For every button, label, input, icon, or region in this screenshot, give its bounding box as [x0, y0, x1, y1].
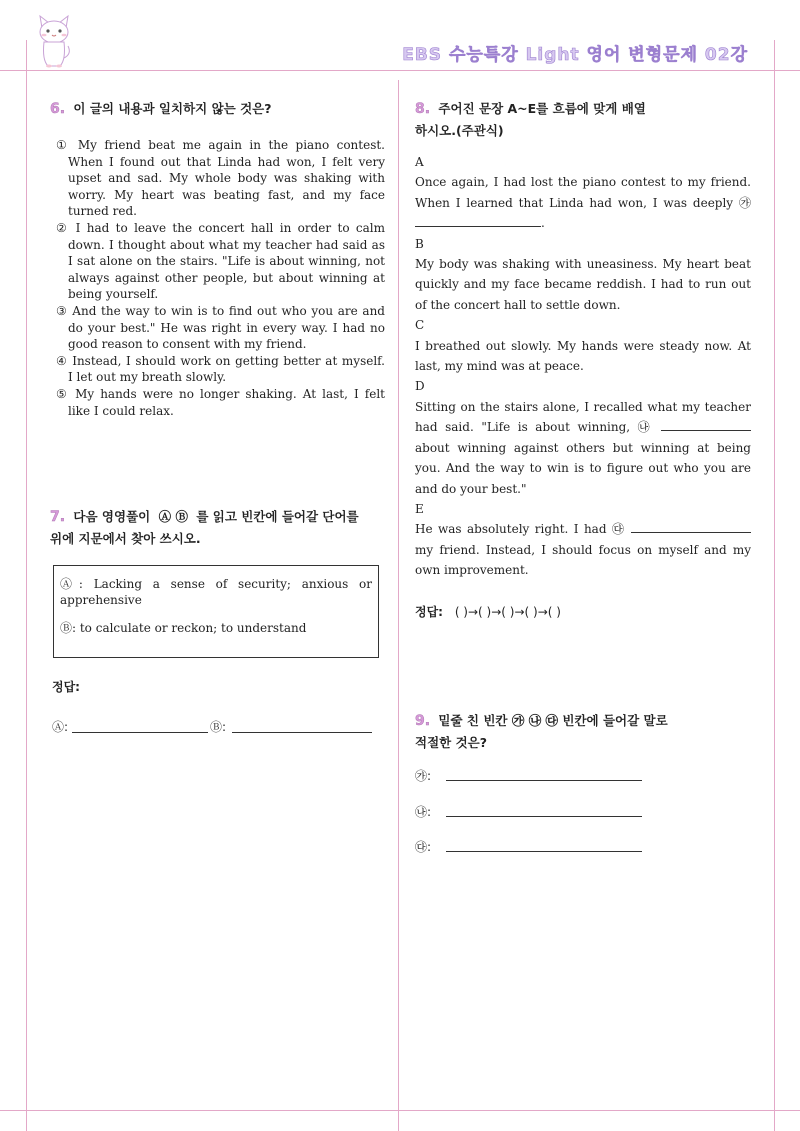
q9-answer-na-field[interactable]: [446, 816, 642, 817]
blank-na[interactable]: [661, 418, 751, 431]
q8-para-a: Once again, I had lost the piano contest to my friend. When I learned that Linda had won, I was deeply ㉮ .: [415, 175, 751, 231]
q8-para-a-label: A: [415, 155, 424, 169]
q7-title-part1: 다음 영영풀이: [73, 509, 151, 524]
q8-para-d-text2: about winning against others but winning at being you. And the way to win is to figure out who you are and do your best.": [415, 440, 751, 496]
q7-definition-box: [53, 565, 379, 658]
q7-answer-b-field[interactable]: [232, 732, 372, 733]
q6-option-3[interactable]: ③ And the way to win is to find out who you are and do your best." He was right in every way. I had no good reason to consent with my friend.: [56, 303, 385, 352]
q7-def-a: Ⓐ: Lacking a sense of security; anxious or apprehensive: [60, 577, 372, 607]
question-8-title: [415, 98, 755, 141]
q9-title-line2: 적절한 것은?: [415, 735, 487, 750]
question-6: [50, 98, 385, 120]
q8-title-text: 주어진 문장 A~E를 흐름에 맞게 배열: [438, 101, 646, 116]
q8-para-c-label: C: [415, 318, 425, 333]
q8-para-d-text1: Sitting on the stairs alone, I recalled what my teacher had said. "Life is about winning, ㉯: [415, 399, 751, 435]
cat-icon: [34, 14, 74, 70]
q9-number: 9.: [415, 713, 431, 729]
q7-title-line1: [50, 506, 385, 528]
q7-answer-a-field[interactable]: [72, 732, 208, 733]
question-7-title: [50, 506, 385, 549]
q7-answer-a-label: Ⓐ:: [52, 720, 69, 734]
q7-answer-label: 정답:: [52, 680, 80, 694]
q6-number: 6.: [50, 101, 66, 117]
q7-title-part2: 를 읽고 빈칸에 들어갈 단어를: [196, 509, 359, 524]
q8-para-e-label: E: [415, 501, 424, 516]
q9-label-na: ㉯:: [415, 805, 432, 819]
q8-answer: [415, 603, 561, 620]
q8-answer-sequence[interactable]: ( )→( )→( )→( )→( ): [454, 605, 561, 619]
q8-para-b: My body was shaking with uneasiness. My heart beat quickly and my face became reddish. I had to run out of the concert hall to settle down.: [415, 257, 751, 312]
q8-passage: [415, 152, 751, 581]
q7-def-b: Ⓑ: to calculate or reckon; to understand: [60, 621, 307, 635]
q6-options: [56, 137, 385, 419]
q9-answer-ga-field[interactable]: [446, 780, 642, 781]
q7-marks: Ⓐ Ⓑ: [158, 509, 188, 524]
q8-para-d-label: D: [415, 379, 425, 394]
q9-label-da: ㉰:: [415, 840, 432, 854]
q6-option-2[interactable]: ② I had to leave the concert hall in order to calm down. I thought about what my teacher had said as I sat alone on the stairs. "Life is about winning, not always against other people, but about winning at being yourself.: [56, 220, 385, 302]
q8-para-a-text: Once again, I had lost the piano contest to my friend. When I learned that Linda had won, I was deeply ㉮: [415, 175, 751, 210]
q8-title-line2: 하시오.(주관식): [415, 123, 504, 138]
left-margin-rule: [26, 40, 27, 1131]
q6-title: [50, 98, 385, 120]
q7-title-line2: 위에 지문에서 찾아 쓰시오.: [50, 531, 201, 546]
q8-para-e-text2: my friend. Instead, I should focus on myself and my own improvement.: [415, 542, 751, 578]
footer-rule: [0, 1110, 800, 1111]
q8-para-d: [415, 397, 751, 499]
header-rule: [0, 70, 800, 71]
question-9-title: [415, 710, 755, 753]
q9-answer-da-field[interactable]: [446, 851, 642, 852]
q8-para-c: I breathed out slowly. My hands were steady now. At last, my mind was at peace.: [415, 338, 751, 374]
q8-para-e: [415, 519, 751, 580]
q6-title-text: 이 글의 내용과 일치하지 않는 것은?: [73, 101, 272, 116]
q8-number: 8.: [415, 101, 431, 117]
q8-answer-label: 정답:: [415, 605, 443, 619]
q6-option-1[interactable]: ① My friend beat me again in the piano contest. When I found out that Linda had won, I felt very upset and sad. My whole body was shaking with worry. My heart was beating fast, and my face turned red.: [56, 138, 385, 219]
header-title: EBS 수능특강 Light 영어 변형문제 02강: [402, 45, 748, 65]
right-margin-rule: [774, 40, 775, 1131]
blank-da[interactable]: [631, 520, 751, 533]
column-divider: [398, 80, 399, 1131]
q7-answer-b-label: Ⓑ:: [210, 720, 227, 734]
q8-para-b-label: B: [415, 236, 424, 251]
q6-option-4[interactable]: ④ Instead, I should work on getting better at myself. I let out my breath slowly.: [56, 353, 385, 385]
blank-ga[interactable]: [415, 214, 541, 227]
q9-title-text: 밑줄 친 빈칸 ㉮ ㉯ ㉰ 빈칸에 들어갈 말로: [438, 713, 668, 728]
q8-para-e-text1: He was absolutely right. I had ㉰: [415, 522, 626, 537]
q7-number: 7.: [50, 509, 66, 525]
q9-label-ga: ㉮:: [415, 769, 432, 783]
q6-option-5[interactable]: ⑤ My hands were no longer shaking. At last, I felt like I could relax.: [56, 386, 385, 418]
q8-title-line1: [415, 98, 755, 120]
q9-title-line1: [415, 710, 755, 732]
